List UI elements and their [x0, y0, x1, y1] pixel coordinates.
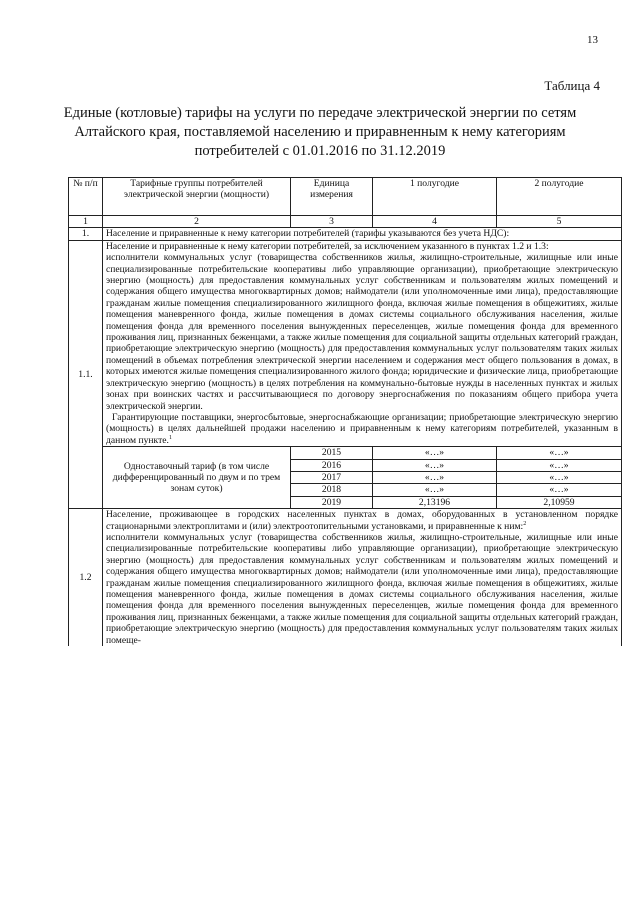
col-number: 1	[69, 216, 103, 228]
row-number: 1.	[69, 228, 103, 240]
value-half1: «…»	[373, 471, 497, 483]
value-half2: 2,10959	[497, 496, 622, 508]
section-row-1-1	[69, 240, 622, 446]
value-half2: «…»	[497, 447, 622, 459]
header-groups: Тарифные группы потребителей электрической энергии (мощности)	[103, 178, 291, 216]
footnote-marker: 1	[168, 434, 172, 441]
section-description	[103, 509, 622, 646]
year-cell: 2017	[291, 471, 373, 483]
col-number: 2	[103, 216, 291, 228]
section-intro-paragraph	[106, 509, 618, 532]
section-body: исполнители коммунальных услуг (товарищества собственников жилья, жилищно-строительные, жилищные или иные специализированные потребительские кооперативы либо управляющие организации), приобретающие электрическую энергию (мощность) для предоставления коммунальных услуг собственникам и пользователям жилых помещений и содержания общего имущества многоквартирных домов; наймодатели (или уполномоченные ими лица), предоставляющие гражданам жилые помещения специализированного жилищного фонда, включая жилые помещения в общежитиях, жилые помещения маневренного фонда, жилые помещения в домах системы социального обслуживания населения, жилые помещения фонда для временного поселения вынужденных переселенцев, жилые помещения фонда для временного проживания лиц, признанных беженцами, а также жилые помещения для социальной защиты отдельных категорий граждан, приобретающие электрическую энергию (мощность) для предоставления коммунальных услуг пользователям таких жилых помеще-	[106, 531, 618, 646]
suppliers-paragraph	[106, 412, 618, 446]
header-half1: 1 полугодие	[373, 178, 497, 216]
section-intro: Население, проживающее в городских населенных пунктах в домах, оборудованных в установленном порядке стационарными электроплитами и (или) электроотопительными установками, и приравненные к ним:	[106, 509, 618, 532]
tariff-year-row	[69, 447, 622, 459]
tariff-label: Одноставочный тариф (в том числе дифференцированный по двум и по трем зонам суток)	[103, 447, 291, 509]
column-number-row	[69, 216, 622, 228]
section-row-1	[69, 228, 622, 240]
col-number: 5	[497, 216, 622, 228]
value-half2: «…»	[497, 459, 622, 471]
section-row-1-2	[69, 509, 622, 646]
year-cell: 2019	[291, 496, 373, 508]
row-number: 1.1.	[69, 240, 103, 508]
value-half1: «…»	[373, 447, 497, 459]
header-row	[69, 178, 622, 216]
value-half1: 2,13196	[373, 496, 497, 508]
tariff-table	[68, 177, 622, 646]
value-half1: «…»	[373, 484, 497, 496]
col-number: 4	[373, 216, 497, 228]
header-unit: Единица измерения	[291, 178, 373, 216]
footnote-marker: 2	[523, 520, 527, 527]
year-cell: 2018	[291, 484, 373, 496]
year-value: 2016	[321, 459, 342, 471]
value-half2: «…»	[497, 484, 622, 496]
section-text: Население и приравненные к нему категории потребителей (тарифы указываются без учета НДС):	[103, 228, 622, 240]
title-line: потребителей с 01.01.2016 по 31.12.2019	[194, 143, 446, 159]
header-num: № п/п	[69, 178, 103, 216]
section-intro: Население и приравненные к нему категории потребителей, за исключением указанного в пунктах 1.2 и 1.3:	[106, 240, 549, 252]
value-half1: «…»	[373, 459, 497, 471]
title-line: Алтайского края, поставляемой населению и приравненным к нему категориям	[74, 124, 566, 140]
value-half2: «…»	[497, 471, 622, 483]
document-title	[60, 104, 580, 161]
section-description	[103, 240, 622, 446]
year-cell	[291, 459, 373, 471]
title-line: Единые (котловые) тарифы на услуги по передаче электрической энергии по сетям	[63, 105, 577, 121]
section-body: исполнители коммунальных услуг (товарищества собственников жилья, жилищно-строительные, жилищные или иные специализированные потребительские кооперативы либо управляющие организации), приобретающие электрическую энергию (мощность) для предоставления коммунальных услуг собственникам и пользователям жилых помещений и содержания общего имущества многоквартирных домов; наймодатели (или уполномоченные ими лица), предоставляющие гражданам жилые помещения специализированного жилищного фонда, включая жилые помещения в общежитиях, жилые помещения маневренного фонда, жилые помещения в домах системы социального обслуживания населения, жилые помещения фонда для временного поселения вынужденных переселенцев, жилые помещения фонда для временного проживания лиц, признанных беженцами, а также жилые помещения для социальной защиты отдельных категорий граждан, приобретающие электрическую энергию (мощность) для предоставления коммунальных услуг пользователям таких жилых помещений в объемах потребления электрической энергии населением и содержания мест общего пользования в домах, в которых имеются жилые помещения специализированного жилого фонда; юридические и физические лица, приобретающие электрическую энергию (мощность) в целях потребления на коммунально-бытовые нужды в населенных пунктах и жилых зонах при воинских частях и рассчитывающиеся по договору энергоснабжения по показаниям общего прибора учета электрической энергии.	[106, 252, 618, 412]
year-cell: 2015	[291, 447, 373, 459]
table-label: Таблица 4	[544, 78, 600, 93]
suppliers-text: Гарантирующие поставщики, энергосбытовые, энергоснабжающие организации; приобретающие электрическую энергию (мощность) в целях дальнейшей продажи населению и приравненным к нему категориям потребителей, указанным в данном пункте.	[106, 411, 618, 446]
col-number: 3	[291, 216, 373, 228]
page-number: 13	[587, 34, 598, 46]
row-number: 1.2	[69, 509, 103, 646]
header-half2: 2 полугодие	[497, 178, 622, 216]
